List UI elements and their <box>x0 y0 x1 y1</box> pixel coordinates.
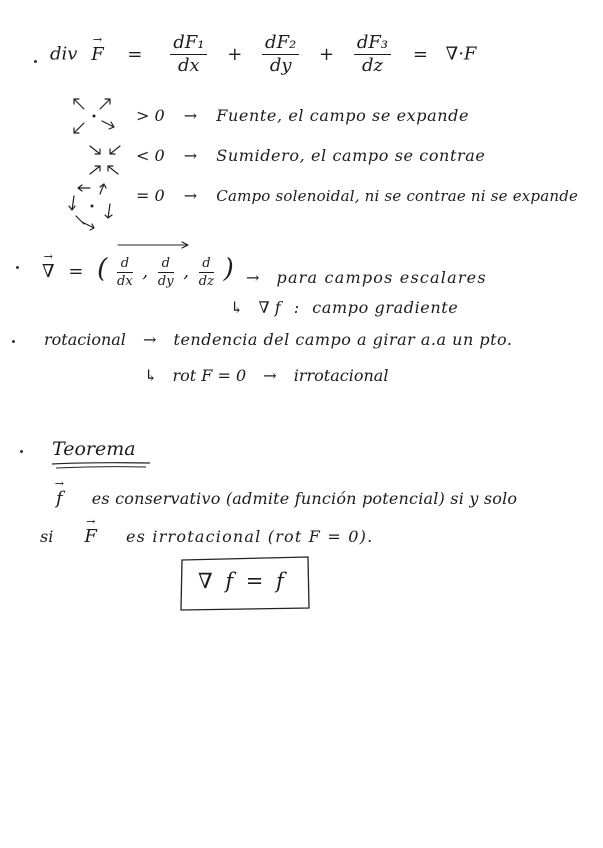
close-paren: ) <box>223 254 234 284</box>
F-vector: → F <box>84 528 97 546</box>
case-solenoidal <box>136 188 578 204</box>
fraction-dF2-dy <box>262 34 299 75</box>
relation-gt-zero: > 0 <box>136 106 165 125</box>
fraction-denominator: dz <box>361 55 383 76</box>
nabla-symbol: → ∇ <box>42 263 55 281</box>
sink-arrows-icon <box>84 140 134 180</box>
partial-dx <box>117 257 133 288</box>
fraction-dF1-dx <box>170 34 207 75</box>
partial-dy <box>158 257 174 288</box>
gradient-expr: ∇ f <box>258 298 281 317</box>
partial-dz <box>199 257 214 288</box>
case-source <box>136 108 469 124</box>
irrotational-note <box>144 368 388 384</box>
gradient-note <box>230 300 458 316</box>
irrotational-text: irrotacional <box>293 366 389 385</box>
theorem-title: Teorema <box>52 438 136 460</box>
div-label: div <box>50 43 78 65</box>
fraction-denominator: dy <box>269 55 292 76</box>
nabla-dot-F: ∇·F <box>445 43 477 65</box>
arrow-icon: → <box>183 146 198 165</box>
bullet-rot <box>12 340 15 343</box>
fraction-numerator: dF₁ <box>170 34 207 55</box>
rotational-label: rotacional <box>44 330 126 349</box>
case-description: Fuente, el campo se expande <box>216 106 470 125</box>
vector-overline <box>116 240 192 250</box>
fraction-numerator: d <box>158 257 174 273</box>
F-vector: → F <box>91 46 104 64</box>
gradient-text: campo gradiente <box>312 298 459 317</box>
equals-sign: = <box>68 261 84 282</box>
theorem-text-1: es conservativo (admite función potencial) si y solo <box>91 489 518 508</box>
bullet-theorem <box>20 450 23 453</box>
f-vector: → f <box>56 490 63 508</box>
fraction-denominator: dx <box>117 273 133 289</box>
arrow-icon: → <box>183 186 198 205</box>
plus-sign: + <box>227 43 243 65</box>
arrow-icon: → <box>263 366 277 385</box>
fraction-numerator: d <box>117 257 133 273</box>
arrow-icon: → <box>246 268 260 287</box>
hook-arrow-icon: ↳ <box>230 298 244 317</box>
bullet-nabla <box>16 266 19 269</box>
rotational-text: tendencia del campo a girar a.a un pto. <box>173 330 513 349</box>
gradient-equals-f: ∇ f = f <box>198 569 287 593</box>
plus-sign: + <box>319 43 335 65</box>
case-sink <box>136 148 485 164</box>
solenoidal-arrows-icon <box>64 180 124 236</box>
scalar-fields-text: para campos escalares <box>276 268 487 287</box>
rot-expr: rot F = 0 <box>172 366 247 385</box>
equals-sign: = <box>127 43 143 65</box>
equals-sign: = <box>412 43 428 65</box>
si-word: si <box>40 527 54 546</box>
hook-arrow-icon: ↳ <box>144 366 158 385</box>
theorem-line-2 <box>40 528 373 546</box>
rotational-definition <box>44 332 512 348</box>
fraction-denominator: dy <box>157 273 174 289</box>
fraction-denominator: dz <box>198 273 214 289</box>
fraction-numerator: d <box>199 257 214 273</box>
bullet-div <box>34 60 37 63</box>
colon: : <box>293 298 300 317</box>
arrow-icon: → <box>143 330 157 349</box>
fraction-numerator: dF₃ <box>354 34 391 55</box>
arrow-icon: → <box>183 106 198 125</box>
comma: , <box>183 261 190 282</box>
source-arrows-icon <box>66 95 126 139</box>
comma: , <box>142 261 149 282</box>
case-description: Campo solenoidal, ni se contrae ni se expande <box>216 187 579 205</box>
divergence-formula <box>50 34 476 75</box>
relation-lt-zero: < 0 <box>136 146 165 165</box>
relation-eq-zero: = 0 <box>136 186 165 205</box>
case-description: Sumidero, el campo se contrae <box>216 146 486 165</box>
fraction-denominator: dx <box>178 55 200 76</box>
theorem-text-2: es irrotacional (rot F = 0). <box>126 527 374 546</box>
scalar-fields-note <box>246 270 487 286</box>
theorem-underline <box>50 460 154 470</box>
fraction-dF3-dz <box>354 34 391 75</box>
nabla-definition <box>42 256 234 288</box>
theorem-line-1 <box>56 490 517 508</box>
fraction-numerator: dF₂ <box>262 34 299 55</box>
open-paren: ( <box>97 254 108 284</box>
